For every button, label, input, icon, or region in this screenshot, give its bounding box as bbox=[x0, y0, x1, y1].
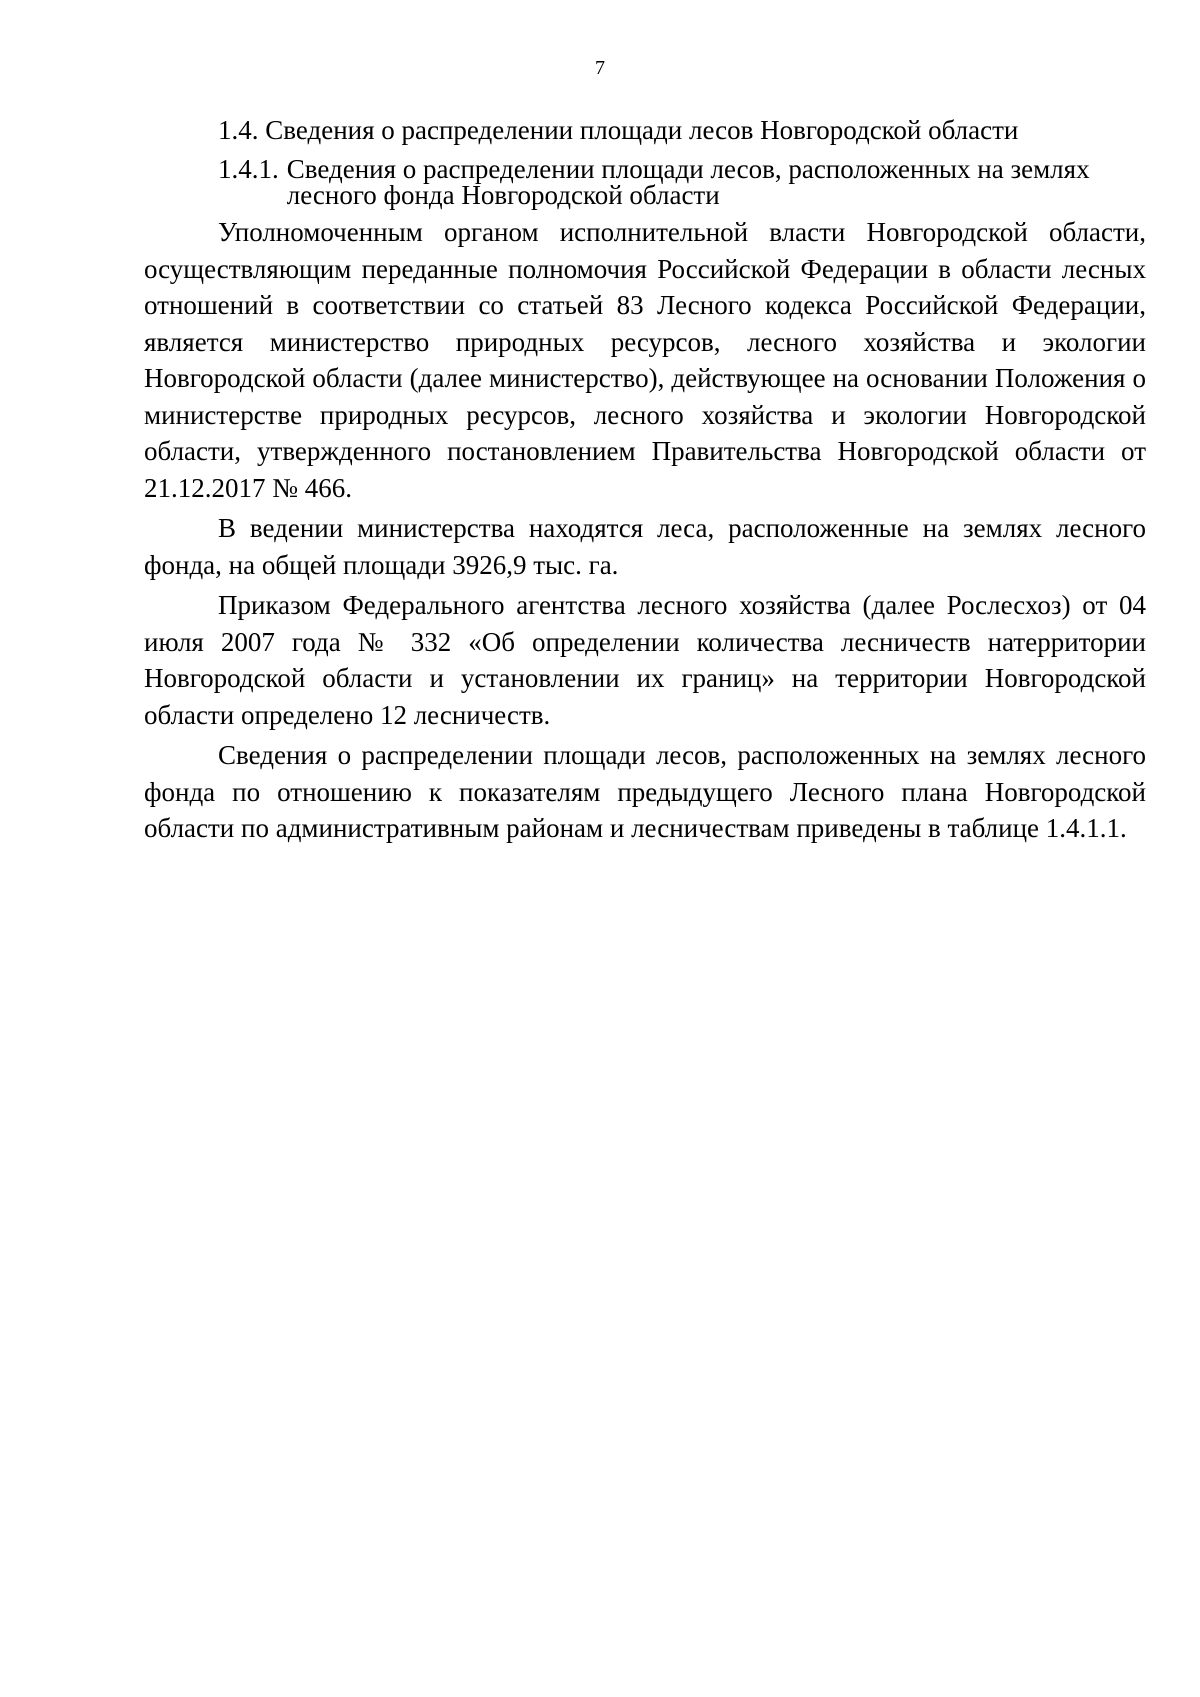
section-heading: 1.4. Сведения о распределении площади лесов Новгородской области bbox=[218, 115, 1019, 145]
paragraph-order: Приказом Федерального агентства лесного хозяйства (далее Рослесхоз) от 04 июля 2007 года № 332 «Об определении количества лесничеств натерритории Новгородской области и установлении их границ» на территории Новгородской области определено 12 лесничеств. bbox=[144, 590, 1146, 730]
subsection-heading bbox=[144, 156, 1146, 208]
subsection-title: Сведения о распределении площади лесов, расположенных на землях лесного фонда Новгородской области bbox=[286, 154, 1090, 210]
document-body bbox=[144, 112, 1146, 847]
paragraph-authority: Уполномоченным органом исполнительной власти Новгородской области, осуществляющим переданные полномочия Российской Федерации в области лесных отношений в соответствии со статьей 83 Лесного кодекса Российской Федерации, является министерство природных ресурсов, лесного хозяйства и экологии Новгородской области (далее министерство), действующее на основании Положения о министерстве природных ресурсов, лесного хозяйства и экологии Новгородской области, утвержденного постановлением Правительства Новгородской области от 21.12.2017 № 466. bbox=[144, 217, 1146, 503]
page-number: 7 bbox=[595, 57, 605, 79]
paragraph-forest-area: В ведении министерства находятся леса, расположенные на землях лесного фонда, на общей площади 3926,9 тыс. га. bbox=[144, 513, 1146, 580]
subsection-number: 1.4.1. bbox=[218, 154, 279, 184]
paragraph-table-reference: Сведения о распределении площади лесов, расположенных на землях лесного фонда по отношению к показателям предыдущего Лесного плана Новгородской области по административным районам и лесничествам приведены в таблице 1.4.1.1. bbox=[144, 740, 1146, 843]
